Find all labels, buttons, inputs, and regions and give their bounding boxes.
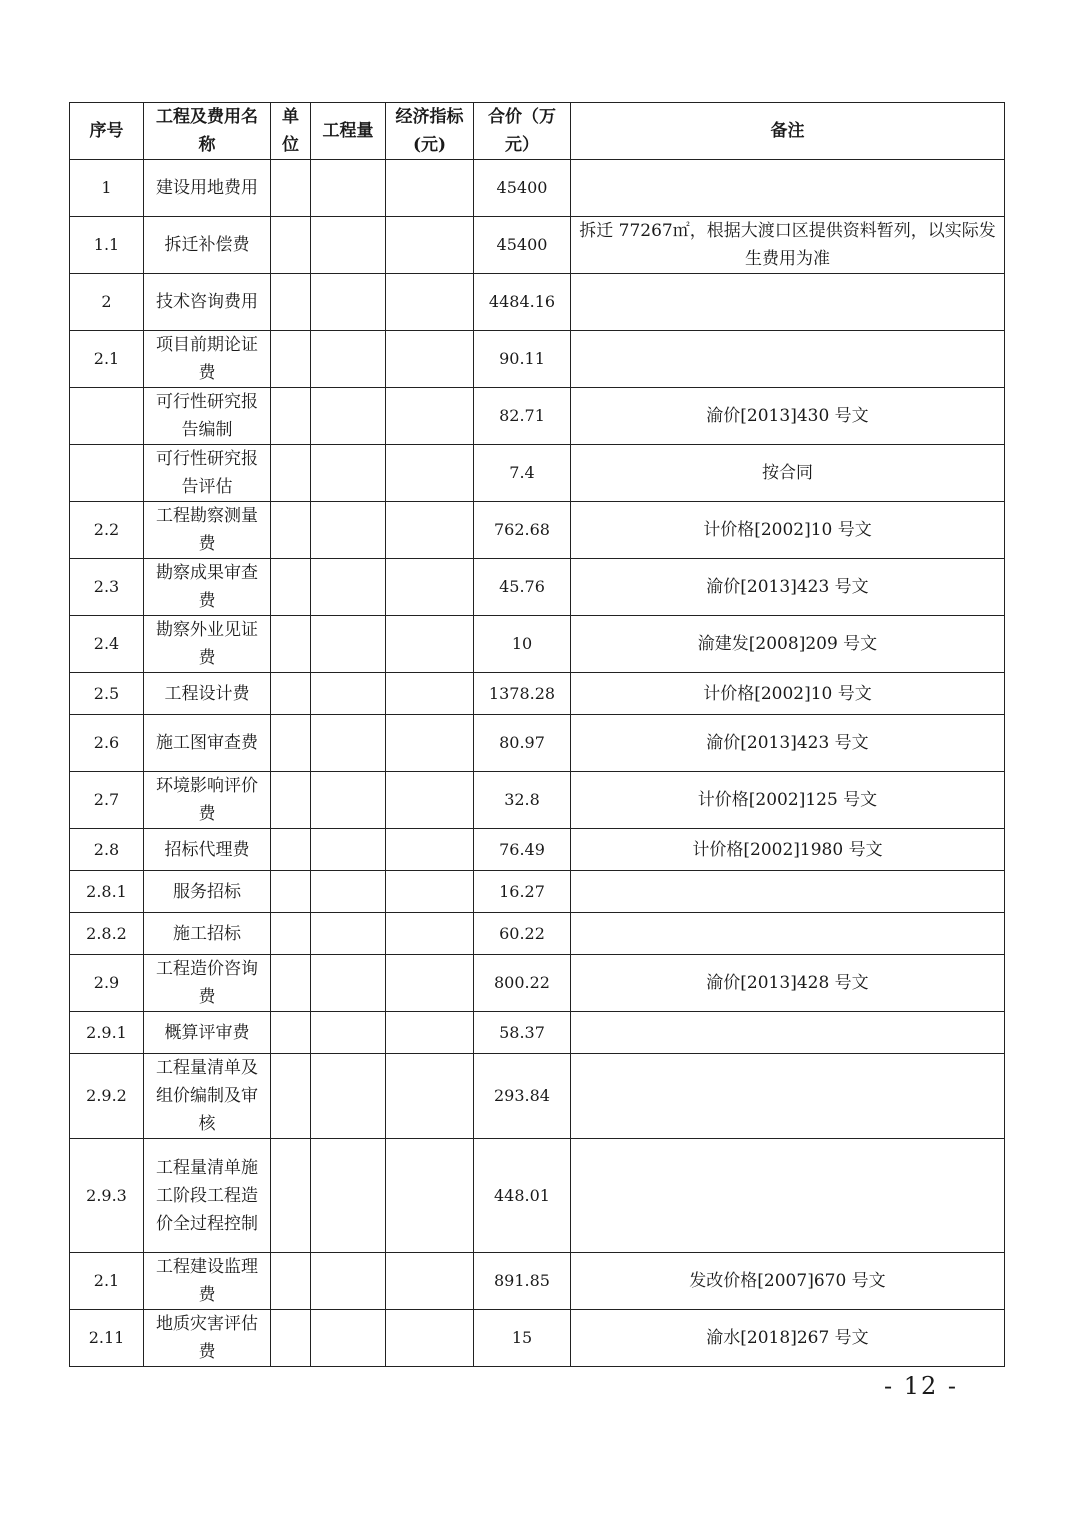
- row-economic-index: [386, 274, 474, 331]
- row-unit: [271, 673, 311, 715]
- row-economic-index: [386, 1310, 474, 1367]
- row-economic-index: [386, 388, 474, 445]
- row-economic-index: [386, 913, 474, 955]
- page-number: - 12 -: [884, 1372, 959, 1400]
- row-economic-index: [386, 1012, 474, 1054]
- row-quantity: [311, 1253, 386, 1310]
- row-unit: [271, 502, 311, 559]
- row-total: 762.68: [474, 502, 571, 559]
- row-remark: [571, 160, 1005, 217]
- header-unit: 单位: [271, 103, 311, 160]
- row-unit: [271, 160, 311, 217]
- table-row: [70, 673, 1005, 715]
- row-quantity: [311, 913, 386, 955]
- row-total: 80.97: [474, 715, 571, 772]
- row-name: 可行性研究报告评估: [144, 445, 271, 502]
- row-remark: 渝价[2013]428 号文: [571, 955, 1005, 1012]
- row-unit: [271, 1012, 311, 1054]
- row-seq: 2.8.1: [70, 871, 144, 913]
- row-quantity: [311, 1310, 386, 1367]
- row-unit: [271, 1310, 311, 1367]
- header-economic-index: 经济指标(元): [386, 103, 474, 160]
- row-total: 891.85: [474, 1253, 571, 1310]
- row-economic-index: [386, 955, 474, 1012]
- row-unit: [271, 274, 311, 331]
- row-unit: [271, 955, 311, 1012]
- table-row: [70, 331, 1005, 388]
- row-unit: [271, 1253, 311, 1310]
- row-total: 800.22: [474, 955, 571, 1012]
- row-remark: 渝价[2013]423 号文: [571, 559, 1005, 616]
- row-seq: 2.1: [70, 1253, 144, 1310]
- row-seq: 2.9.1: [70, 1012, 144, 1054]
- row-remark: [571, 871, 1005, 913]
- row-unit: [271, 829, 311, 871]
- row-quantity: [311, 772, 386, 829]
- row-economic-index: [386, 673, 474, 715]
- table-row: [70, 829, 1005, 871]
- row-seq: 2.5: [70, 673, 144, 715]
- table-row: [70, 772, 1005, 829]
- table-row: [70, 559, 1005, 616]
- row-name: 工程设计费: [144, 673, 271, 715]
- row-economic-index: [386, 559, 474, 616]
- row-seq: 2.11: [70, 1310, 144, 1367]
- row-remark: 渝建发[2008]209 号文: [571, 616, 1005, 673]
- row-quantity: [311, 502, 386, 559]
- row-seq: 2.2: [70, 502, 144, 559]
- table-row: [70, 616, 1005, 673]
- row-total: 82.71: [474, 388, 571, 445]
- row-total: 448.01: [474, 1139, 571, 1253]
- row-unit: [271, 445, 311, 502]
- row-unit: [271, 616, 311, 673]
- row-remark: 计价格[2002]125 号文: [571, 772, 1005, 829]
- row-name: 工程造价咨询费: [144, 955, 271, 1012]
- row-quantity: [311, 871, 386, 913]
- row-quantity: [311, 160, 386, 217]
- header-remark: 备注: [571, 103, 1005, 160]
- row-seq: 2.1: [70, 331, 144, 388]
- table-header-row: [70, 103, 1005, 160]
- header-seq: 序号: [70, 103, 144, 160]
- row-remark: 渝价[2013]430 号文: [571, 388, 1005, 445]
- row-remark: [571, 913, 1005, 955]
- row-remark: 拆迁 77267㎡，根据大渡口区提供资料暂列，以实际发生费用为准: [571, 217, 1005, 274]
- row-unit: [271, 331, 311, 388]
- row-remark: 计价格[2002]1980 号文: [571, 829, 1005, 871]
- table-row: [70, 1139, 1005, 1253]
- row-name: 工程勘察测量费: [144, 502, 271, 559]
- row-name: 勘察成果审查费: [144, 559, 271, 616]
- table-row: [70, 274, 1005, 331]
- row-name: 勘察外业见证费: [144, 616, 271, 673]
- row-total: 16.27: [474, 871, 571, 913]
- row-economic-index: [386, 1253, 474, 1310]
- row-unit: [271, 913, 311, 955]
- row-seq: 1: [70, 160, 144, 217]
- table-row: [70, 1310, 1005, 1367]
- row-economic-index: [386, 871, 474, 913]
- row-name: 施工图审查费: [144, 715, 271, 772]
- row-name: 建设用地费用: [144, 160, 271, 217]
- row-unit: [271, 871, 311, 913]
- row-total: 45.76: [474, 559, 571, 616]
- row-remark: 按合同: [571, 445, 1005, 502]
- table-row: [70, 1054, 1005, 1139]
- table-row: [70, 913, 1005, 955]
- row-remark: [571, 331, 1005, 388]
- table-row: [70, 871, 1005, 913]
- row-seq: 2.9.2: [70, 1054, 144, 1139]
- row-unit: [271, 388, 311, 445]
- row-unit: [271, 1139, 311, 1253]
- row-remark: [571, 274, 1005, 331]
- table-row: [70, 217, 1005, 274]
- row-quantity: [311, 715, 386, 772]
- table-row: [70, 388, 1005, 445]
- cost-estimate-table: [69, 102, 1005, 1367]
- row-name: 工程量清单施工阶段工程造价全过程控制: [144, 1139, 271, 1253]
- row-economic-index: [386, 772, 474, 829]
- row-quantity: [311, 829, 386, 871]
- row-economic-index: [386, 1139, 474, 1253]
- row-name: 招标代理费: [144, 829, 271, 871]
- row-remark: [571, 1139, 1005, 1253]
- table-row: [70, 502, 1005, 559]
- row-quantity: [311, 1012, 386, 1054]
- row-seq: 2: [70, 274, 144, 331]
- table-row: [70, 1253, 1005, 1310]
- row-total: 45400: [474, 160, 571, 217]
- row-seq: 1.1: [70, 217, 144, 274]
- table-body: [70, 160, 1005, 1367]
- row-seq: 2.7: [70, 772, 144, 829]
- row-quantity: [311, 1139, 386, 1253]
- row-total: 32.8: [474, 772, 571, 829]
- row-seq: [70, 445, 144, 502]
- row-quantity: [311, 274, 386, 331]
- row-unit: [271, 559, 311, 616]
- row-total: 15: [474, 1310, 571, 1367]
- row-seq: 2.3: [70, 559, 144, 616]
- row-name: 施工招标: [144, 913, 271, 955]
- table-row: [70, 445, 1005, 502]
- row-remark: [571, 1054, 1005, 1139]
- table-row: [70, 160, 1005, 217]
- row-quantity: [311, 1054, 386, 1139]
- row-quantity: [311, 616, 386, 673]
- row-seq: 2.9.3: [70, 1139, 144, 1253]
- row-economic-index: [386, 217, 474, 274]
- row-remark: [571, 1012, 1005, 1054]
- row-economic-index: [386, 1054, 474, 1139]
- row-economic-index: [386, 502, 474, 559]
- row-quantity: [311, 559, 386, 616]
- table-row: [70, 955, 1005, 1012]
- row-unit: [271, 772, 311, 829]
- row-economic-index: [386, 331, 474, 388]
- row-economic-index: [386, 616, 474, 673]
- row-quantity: [311, 388, 386, 445]
- header-name: 工程及费用名称: [144, 103, 271, 160]
- row-economic-index: [386, 445, 474, 502]
- row-total: 76.49: [474, 829, 571, 871]
- row-name: 工程量清单及组价编制及审核: [144, 1054, 271, 1139]
- row-seq: [70, 388, 144, 445]
- row-remark: 计价格[2002]10 号文: [571, 502, 1005, 559]
- row-total: 60.22: [474, 913, 571, 955]
- row-economic-index: [386, 715, 474, 772]
- table-row: [70, 715, 1005, 772]
- row-remark: 发改价格[2007]670 号文: [571, 1253, 1005, 1310]
- row-name: 地质灾害评估费: [144, 1310, 271, 1367]
- row-seq: 2.8: [70, 829, 144, 871]
- row-quantity: [311, 445, 386, 502]
- row-quantity: [311, 673, 386, 715]
- row-unit: [271, 217, 311, 274]
- row-total: 10: [474, 616, 571, 673]
- row-total: 90.11: [474, 331, 571, 388]
- row-quantity: [311, 217, 386, 274]
- table-row: [70, 1012, 1005, 1054]
- row-name: 概算评审费: [144, 1012, 271, 1054]
- row-remark: 渝价[2013]423 号文: [571, 715, 1005, 772]
- row-name: 可行性研究报告编制: [144, 388, 271, 445]
- header-quantity: 工程量: [311, 103, 386, 160]
- header-total: 合价（万元）: [474, 103, 571, 160]
- row-name: 技术咨询费用: [144, 274, 271, 331]
- row-total: 7.4: [474, 445, 571, 502]
- row-seq: 2.8.2: [70, 913, 144, 955]
- row-economic-index: [386, 160, 474, 217]
- row-unit: [271, 1054, 311, 1139]
- row-seq: 2.4: [70, 616, 144, 673]
- row-remark: 渝水[2018]267 号文: [571, 1310, 1005, 1367]
- row-economic-index: [386, 829, 474, 871]
- row-total: 1378.28: [474, 673, 571, 715]
- row-total: 4484.16: [474, 274, 571, 331]
- row-quantity: [311, 331, 386, 388]
- row-name: 环境影响评价费: [144, 772, 271, 829]
- row-name: 工程建设监理费: [144, 1253, 271, 1310]
- row-total: 293.84: [474, 1054, 571, 1139]
- row-name: 项目前期论证费: [144, 331, 271, 388]
- row-name: 服务招标: [144, 871, 271, 913]
- row-total: 45400: [474, 217, 571, 274]
- row-remark: 计价格[2002]10 号文: [571, 673, 1005, 715]
- row-total: 58.37: [474, 1012, 571, 1054]
- row-seq: 2.9: [70, 955, 144, 1012]
- row-name: 拆迁补偿费: [144, 217, 271, 274]
- row-seq: 2.6: [70, 715, 144, 772]
- row-unit: [271, 715, 311, 772]
- row-quantity: [311, 955, 386, 1012]
